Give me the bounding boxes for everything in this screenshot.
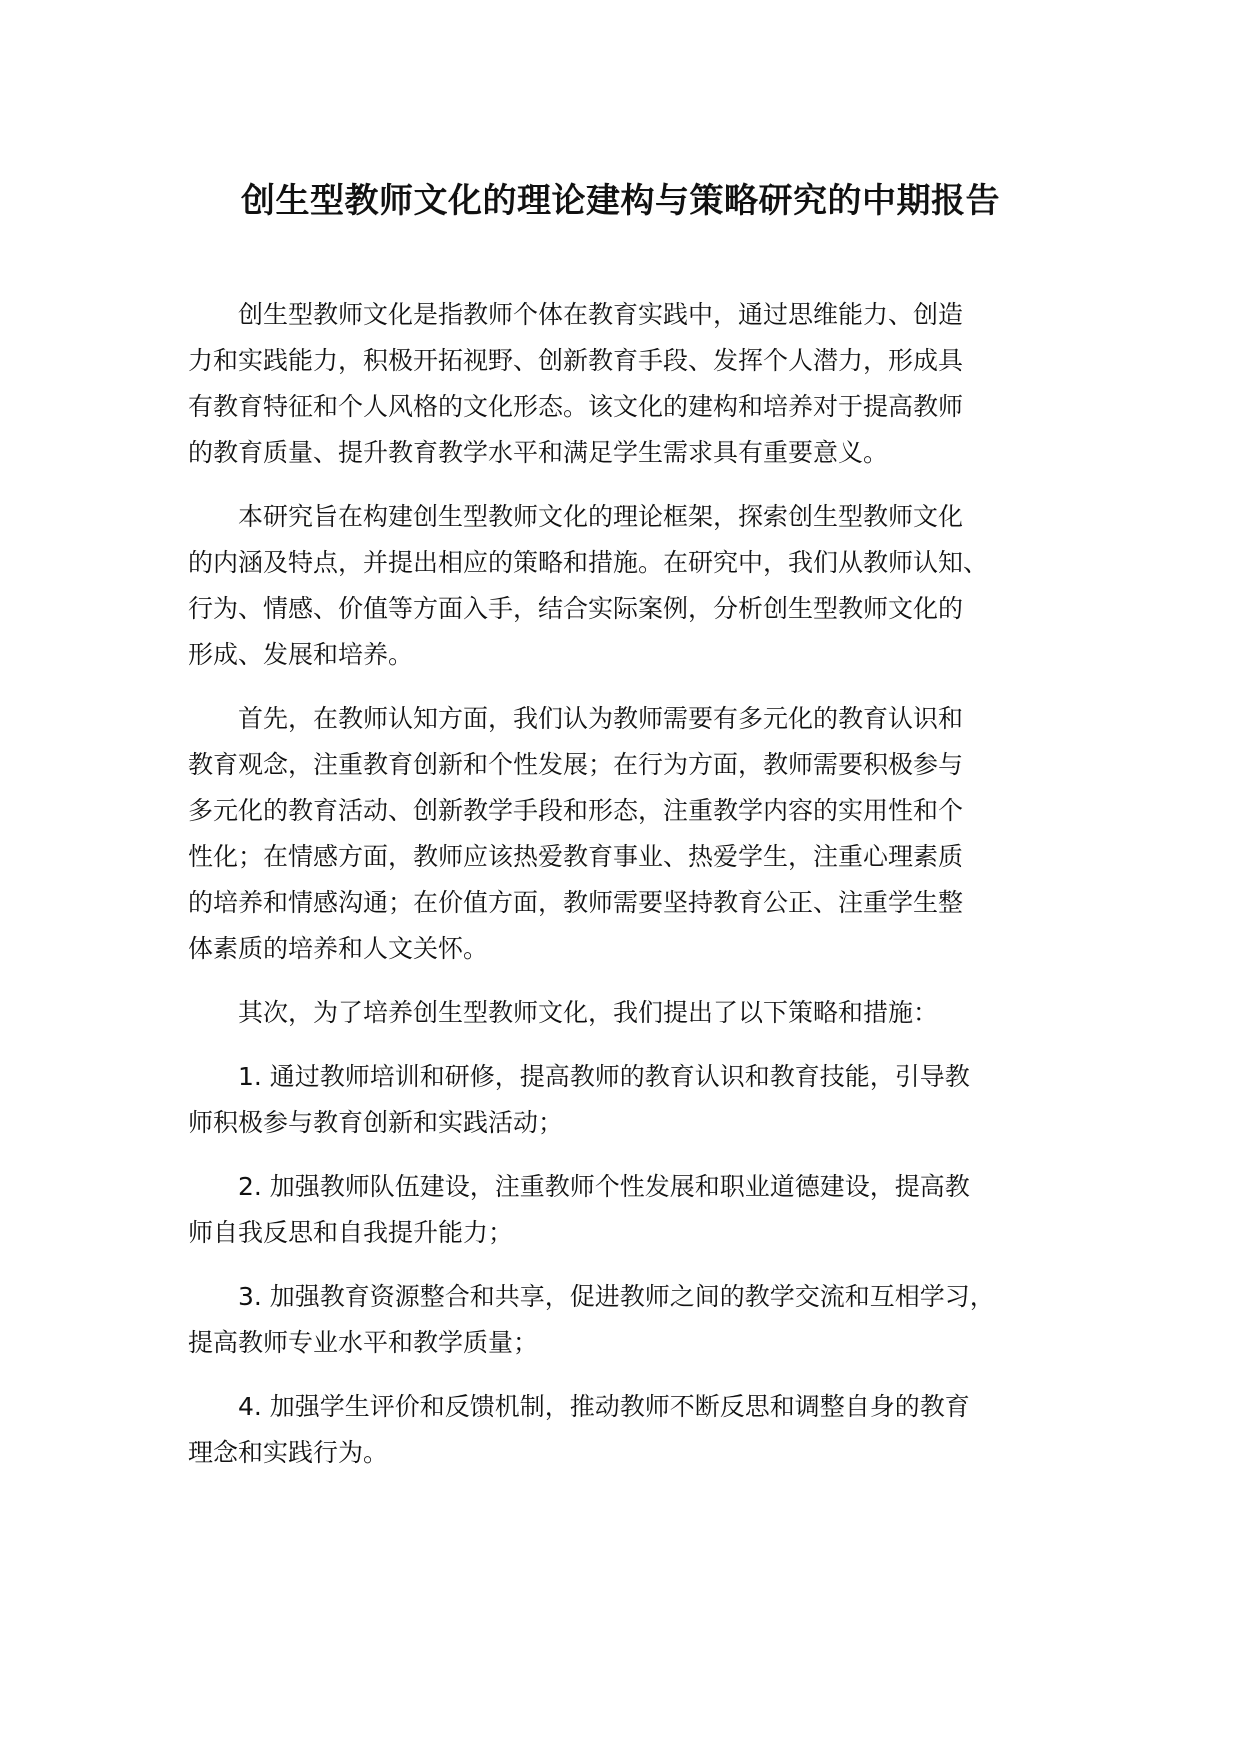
text-line: 多元化的教育活动、创新教学手段和形态，注重教学内容的实用性和个 (188, 796, 964, 825)
text-line: 的内涵及特点，并提出相应的策略和措施。在研究中，我们从教师认知、 (188, 548, 989, 577)
list-item-3 (188, 1274, 1068, 1366)
text-line: 的教育质量、提升教育教学水平和满足学生需求具有重要意义。 (188, 438, 889, 467)
paragraph-research-aim (188, 494, 1068, 678)
text-line: 提高教师专业水平和教学质量； (188, 1328, 539, 1357)
text-line: 3. 加强教育资源整合和共享，促进教师之间的教学交流和互相学习， (238, 1282, 995, 1311)
list-item-2 (188, 1164, 1068, 1256)
text-line: 1. 通过教师培训和研修，提高教师的教育认识和教育技能，引导教 (238, 1062, 970, 1091)
text-line: 理念和实践行为。 (188, 1438, 389, 1467)
paragraph-second (188, 990, 1068, 1036)
text-line: 4. 加强学生评价和反馈机制，推动教师不断反思和调整自身的教育 (238, 1392, 970, 1421)
paragraph-intro (188, 292, 1068, 476)
text-line: 行为、情感、价值等方面入手，结合实际案例，分析创生型教师文化的 (188, 594, 964, 623)
text-line: 创生型教师文化是指教师个体在教育实践中，通过思维能力、创造 (238, 300, 964, 329)
text-line: 师积极参与教育创新和实践活动； (188, 1108, 564, 1137)
text-line: 力和实践能力，积极开拓视野、创新教育手段、发挥个人潜力，形成具 (188, 346, 964, 375)
text-line: 的培养和情感沟通；在价值方面，教师需要坚持教育公正、注重学生整 (188, 888, 964, 917)
text-line: 有教育特征和个人风格的文化形态。该文化的建构和培养对于提高教师 (188, 392, 964, 421)
text-line: 本研究旨在构建创生型教师文化的理论框架，探索创生型教师文化 (238, 502, 964, 531)
text-line: 形成、发展和培养。 (188, 640, 414, 669)
text-line: 其次，为了培养创生型教师文化，我们提出了以下策略和措施： (238, 998, 939, 1027)
text-line: 体素质的培养和人文关怀。 (188, 934, 489, 963)
text-line: 首先，在教师认知方面，我们认为教师需要有多元化的教育认识和 (238, 704, 964, 733)
paragraph-first (188, 696, 1068, 972)
list-item-4 (188, 1384, 1068, 1476)
document-body (188, 292, 1068, 1494)
list-item-1 (188, 1054, 1068, 1146)
text-line: 性化；在情感方面，教师应该热爱教育事业、热爱学生，注重心理素质 (188, 842, 964, 871)
text-line: 2. 加强教师队伍建设，注重教师个性发展和职业道德建设，提高教 (238, 1172, 970, 1201)
text-line: 教育观念，注重教育创新和个性发展；在行为方面，教师需要积极参与 (188, 750, 964, 779)
document-title: 创生型教师文化的理论建构与策略研究的中期报告 (241, 181, 1000, 221)
text-line: 师自我反思和自我提升能力； (188, 1218, 514, 1247)
